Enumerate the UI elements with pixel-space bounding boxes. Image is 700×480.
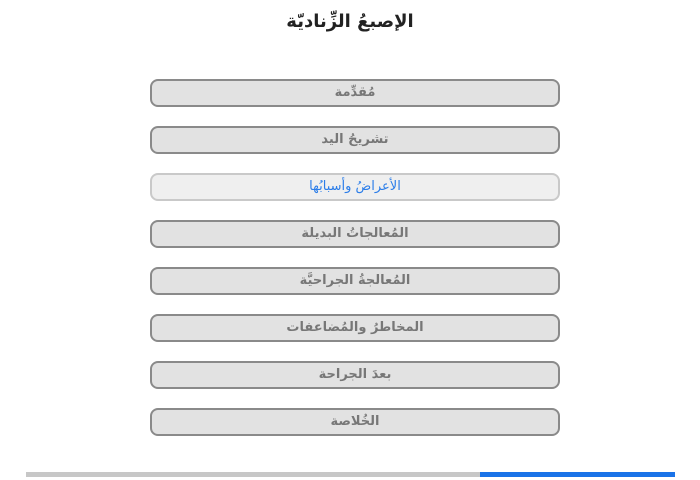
menu-item-hand-anatomy[interactable]: تشريحُ اليد	[150, 126, 560, 154]
menu-item-risks-complications[interactable]: المخاطرُ والمُضاعفات	[150, 314, 560, 342]
menu-item-symptoms-causes[interactable]: الأعراضُ وأسبابُها	[150, 173, 560, 201]
progress-bar	[26, 472, 675, 477]
page-title: الإصبعُ الزِّناديّة	[286, 11, 414, 32]
menu-item-summary[interactable]: الخُلاصة	[150, 408, 560, 436]
menu-item-alternative-treatments[interactable]: المُعالجاتُ البديلة	[150, 220, 560, 248]
menu-item-after-surgery[interactable]: بعدَ الجراحة	[150, 361, 560, 389]
progress-bar-fill	[480, 472, 675, 477]
menu-item-surgical-treatment[interactable]: المُعالجةُ الجراحيَّة	[150, 267, 560, 295]
chapter-menu	[150, 79, 560, 455]
menu-item-introduction[interactable]: مُقدِّمة	[150, 79, 560, 107]
